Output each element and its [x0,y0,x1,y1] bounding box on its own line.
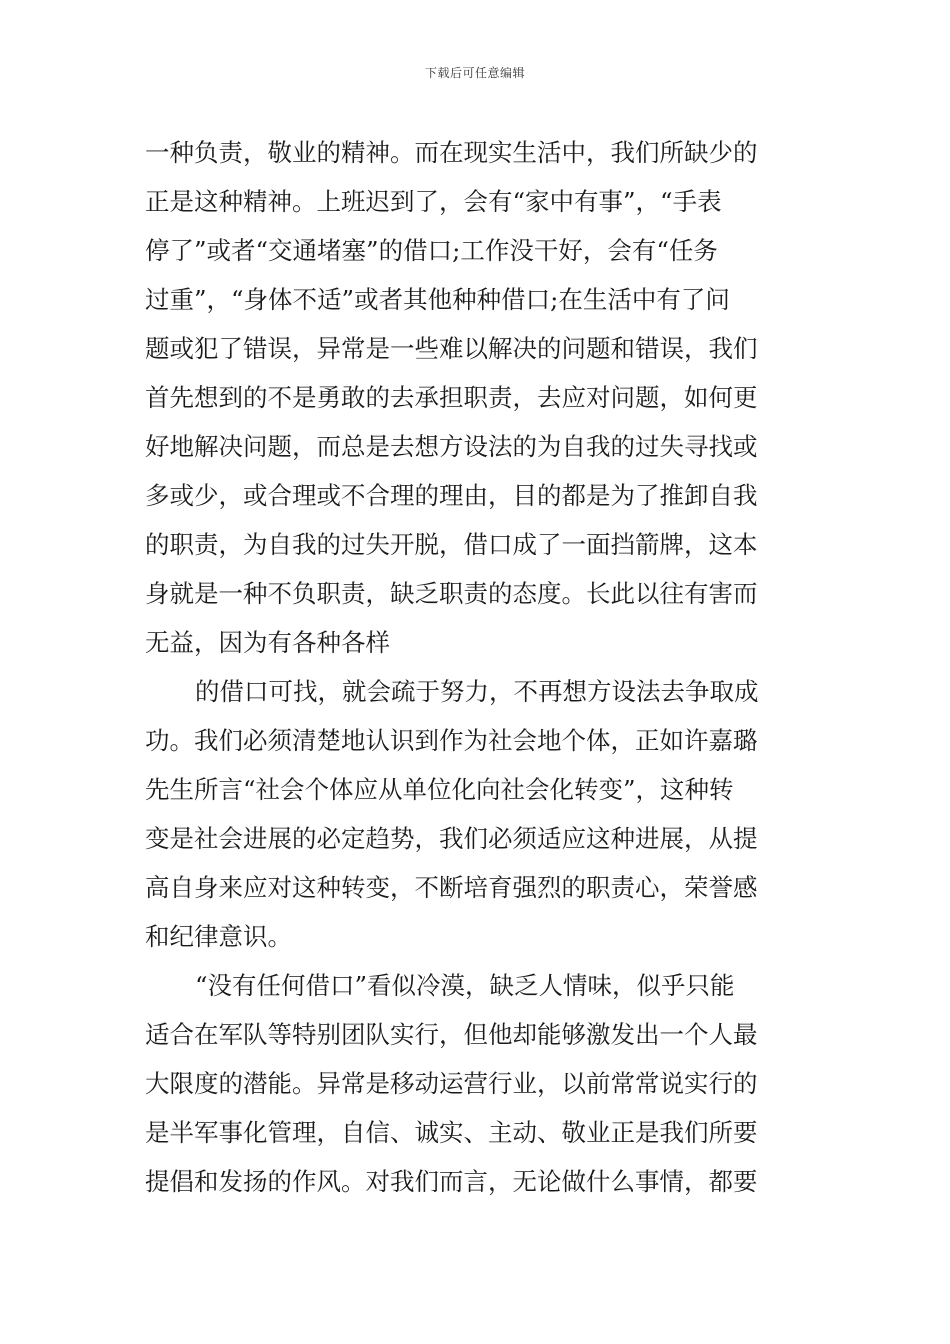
body-line: 大限度的潜能。异常是移动运营行业，以前常常说实行的 [145,1069,758,1098]
body-line: 的职责，为自我的过失开脱，借口成了一面挡箭牌，这本 [145,530,758,559]
body-line: 功。我们必须清楚地认识到作为社会地个体，正如许嘉璐 [145,726,758,755]
body-line: 提倡和发扬的作风。对我们而言，无论做什么事情，都要 [145,1167,758,1196]
body-line: 身就是一种不负职责，缺乏职责的态度。长此以往有害而 [145,579,758,608]
body-line: 和纪律意识。 [145,922,292,951]
body-line: 正是这种精神。上班迟到了，会有“家中有事”，“手表 [145,187,722,216]
body-line: 题或犯了错误，异常是一些难以解决的问题和错误，我们 [145,334,758,363]
body-line: 变是社会进展的必定趋势，我们必须适应这种进展，从提 [145,824,758,853]
body-line: “没有任何借口”看似冷漠，缺乏人情味，似乎只能 [195,971,735,1000]
body-line: 先生所言“社会个体应从单位化向社会化转变”，这种转 [145,775,734,804]
body-line: 停了”或者“交通堵塞”的借口;工作没干好，会有“任务 [145,236,718,265]
body-line: 过重”，“身体不适”或者其他种种借口;在生活中有了问 [145,285,730,314]
body-line: 是半军事化管理，自信、诚实、主动、敬业正是我们所要 [145,1118,758,1147]
body-line: 多或少，或合理或不合理的理由，目的都是为了推卸自我 [145,481,758,510]
document-body [145,128,809,1206]
body-line: 高自身来应对这种转变，不断培育强烈的职责心，荣誉感 [145,873,758,902]
body-line: 无益，因为有各种各样 [145,628,390,657]
body-line: 适合在军队等特别团队实行，但他却能够激发出一个人最 [145,1020,758,1049]
body-line: 好地解决问题，而总是去想方设法的为自我的过失寻找或 [145,432,758,461]
body-line: 首先想到的不是勇敢的去承担职责，去应对问题，如何更 [145,383,758,412]
body-line: 的借口可找，就会疏于努力，不再想方设法去争取成 [195,677,759,706]
page-header: 下载后可任意编辑 [424,66,525,80]
body-line: 一种负责，敬业的精神。而在现实生活中，我们所缺少的 [145,138,758,167]
